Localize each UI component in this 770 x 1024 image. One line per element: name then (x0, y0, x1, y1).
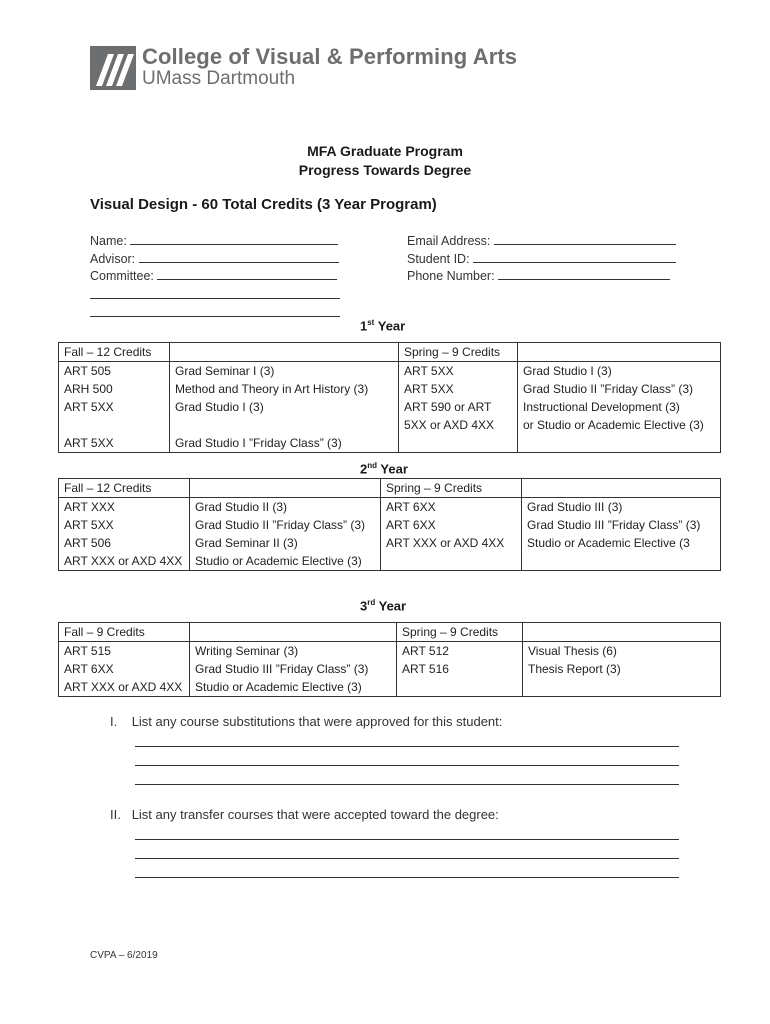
email-label: Email Address: (407, 234, 491, 248)
q1-answer-line-2[interactable] (135, 765, 679, 766)
year-1-sup: st (367, 318, 375, 327)
y3-fall-title: Studio or Academic Elective (3) (195, 680, 362, 694)
y3-spring-titles (523, 642, 721, 697)
y3-spring-code: ART 516 (402, 662, 449, 676)
y1-fall-code: ART 5XX (64, 400, 114, 414)
y1-fall-title: Grad Seminar I (3) (175, 364, 275, 378)
doc-title-line2: Progress Towards Degree (298, 162, 472, 178)
year-2-heading (360, 461, 408, 476)
y2-fall-titles (190, 498, 381, 571)
y2-spring-code: ART 6XX (386, 500, 436, 514)
phone-line[interactable] (498, 268, 670, 280)
year-2-table (58, 478, 721, 571)
y1-spring-code: 5XX or AXD 4XX (404, 418, 495, 432)
question-1-num: I. (110, 714, 118, 729)
y1-fall-title (175, 416, 393, 434)
y1-spring-code: ART 590 or ART (404, 400, 492, 414)
y1-fall-code: ART 5XX (64, 436, 114, 450)
y2-spring-codes (381, 498, 522, 571)
umass-logo-icon (90, 46, 136, 90)
y1-spring-title: or Studio or Academic Elective (3) (523, 418, 704, 432)
year-3-sup: rd (367, 598, 376, 607)
phone-field[interactable] (407, 268, 670, 283)
y1-fall-header: Fall – 12 Credits (59, 343, 170, 362)
q1-answer-line-1[interactable] (135, 746, 679, 747)
y2-spring-header-blank (522, 479, 721, 498)
y1-spring-title: Instructional Development (3) (523, 400, 680, 414)
y2-fall-code: ART 506 (64, 536, 111, 550)
y2-spring-code: ART XXX or AXD 4XX (386, 536, 505, 550)
y1-fall-codes (59, 362, 170, 453)
footer-code: CVPA – 6/2019 (90, 950, 158, 961)
y1-fall-header-blank (170, 343, 399, 362)
year-3-label: Year (378, 598, 407, 614)
y3-spring-title: Thesis Report (3) (528, 662, 621, 676)
question-2-num: II. (110, 807, 121, 822)
y2-fall-title: Grad Seminar II (3) (195, 536, 298, 550)
y2-fall-header-blank (190, 479, 381, 498)
y3-spring-codes (397, 642, 523, 697)
student-id-line[interactable] (473, 251, 676, 263)
question-2 (110, 807, 499, 822)
email-field[interactable] (407, 233, 676, 248)
committee-field[interactable] (90, 268, 337, 283)
y2-fall-code: ART 5XX (64, 518, 114, 532)
advisor-label: Advisor: (90, 252, 136, 266)
year-3-num: 3 (360, 598, 368, 614)
y1-spring-codes (399, 362, 518, 453)
y3-fall-header-blank (190, 623, 397, 642)
q2-answer-line-2[interactable] (135, 858, 679, 859)
advisor-line[interactable] (139, 251, 339, 263)
q2-answer-line-1[interactable] (135, 839, 679, 840)
year-2-label: Year (380, 461, 408, 477)
email-line[interactable] (494, 233, 676, 245)
y2-spring-title: Grad Studio III (3) (527, 500, 623, 514)
name-line[interactable] (130, 233, 338, 245)
y1-spring-header-blank (518, 343, 721, 362)
y2-fall-code: ART XXX or AXD 4XX (64, 554, 183, 568)
y3-fall-codes (59, 642, 190, 697)
y2-spring-header: Spring – 9 Credits (381, 479, 522, 498)
year-3-heading (360, 598, 406, 613)
y2-fall-code: ART XXX (64, 500, 115, 514)
y1-spring-header: Spring – 9 Credits (399, 343, 518, 362)
y2-spring-code: ART 6XX (386, 518, 436, 532)
y2-fall-title: Studio or Academic Elective (3) (195, 554, 362, 568)
y1-fall-title: Grad Studio I (3) (175, 400, 264, 414)
year-2-num: 2 (360, 461, 368, 477)
y2-fall-header: Fall – 12 Credits (59, 479, 190, 498)
y3-fall-title: Grad Studio III ”Friday Class” (3) (195, 662, 369, 676)
y3-spring-header: Spring – 9 Credits (397, 623, 523, 642)
year-1-heading (360, 318, 405, 333)
y1-spring-code: ART 5XX (404, 382, 454, 396)
year-1-num: 1 (360, 318, 368, 334)
y2-fall-title: Grad Studio II ”Friday Class” (3) (195, 518, 366, 532)
y1-fall-title: Method and Theory in Art History (3) (175, 382, 369, 396)
y3-spring-title: Visual Thesis (6) (528, 644, 617, 658)
name-label: Name: (90, 234, 127, 248)
year-3-table (58, 622, 721, 697)
y1-fall-code: ARH 500 (64, 382, 113, 396)
y3-fall-code: ART 6XX (64, 662, 114, 676)
year-1-label: Year (377, 318, 406, 334)
y3-fall-header: Fall – 9 Credits (59, 623, 190, 642)
year-2-sup: nd (367, 461, 378, 470)
y2-fall-codes (59, 498, 190, 571)
q2-answer-line-3[interactable] (135, 877, 679, 878)
y1-spring-code: ART 5XX (404, 364, 454, 378)
phone-label: Phone Number: (407, 269, 495, 283)
question-1 (110, 714, 502, 729)
y1-spring-titles (518, 362, 721, 453)
y3-fall-titles (190, 642, 397, 697)
y1-fall-code: ART 505 (64, 364, 111, 378)
committee-line-3[interactable] (90, 316, 340, 317)
committee-line[interactable] (157, 268, 337, 280)
committee-line-2[interactable] (90, 298, 340, 299)
y3-fall-title: Writing Seminar (3) (195, 644, 299, 658)
y1-fall-title: Grad Studio I ”Friday Class” (3) (175, 436, 342, 450)
committee-label: Committee: (90, 269, 154, 283)
college-name: College of Visual & Performing Arts (142, 44, 518, 69)
y1-spring-title: Grad Studio I (3) (523, 364, 612, 378)
y2-fall-title: Grad Studio II (3) (195, 500, 288, 514)
y3-spring-header-blank (523, 623, 721, 642)
y1-fall-code (64, 416, 164, 434)
name-field[interactable] (90, 233, 338, 248)
y1-fall-titles (170, 362, 399, 453)
question-2-text: List any transfer courses that were accepted toward the degree: (131, 807, 499, 822)
y1-spring-title: Grad Studio II ”Friday Class” (3) (523, 382, 694, 396)
y3-fall-code: ART XXX or AXD 4XX (64, 680, 183, 694)
year-1-table (58, 342, 721, 453)
y2-spring-title: Studio or Academic Elective (3 (527, 536, 690, 550)
y3-spring-code: ART 512 (402, 644, 449, 658)
q1-answer-line-3[interactable] (135, 784, 679, 785)
advisor-field[interactable] (90, 251, 339, 266)
program-title: Visual Design - 60 Total Credits (3 Year Program) (90, 196, 437, 213)
y3-fall-code: ART 515 (64, 644, 111, 658)
question-1-text: List any course substitutions that were approved for this student: (131, 714, 503, 729)
y2-spring-title: Grad Studio III ”Friday Class” (3) (527, 518, 701, 532)
student-id-field[interactable] (407, 251, 676, 266)
university-name: UMass Dartmouth (142, 68, 296, 89)
student-id-label: Student ID: (407, 252, 470, 266)
y2-spring-titles (522, 498, 721, 571)
doc-title-line1: MFA Graduate Program (307, 143, 463, 159)
